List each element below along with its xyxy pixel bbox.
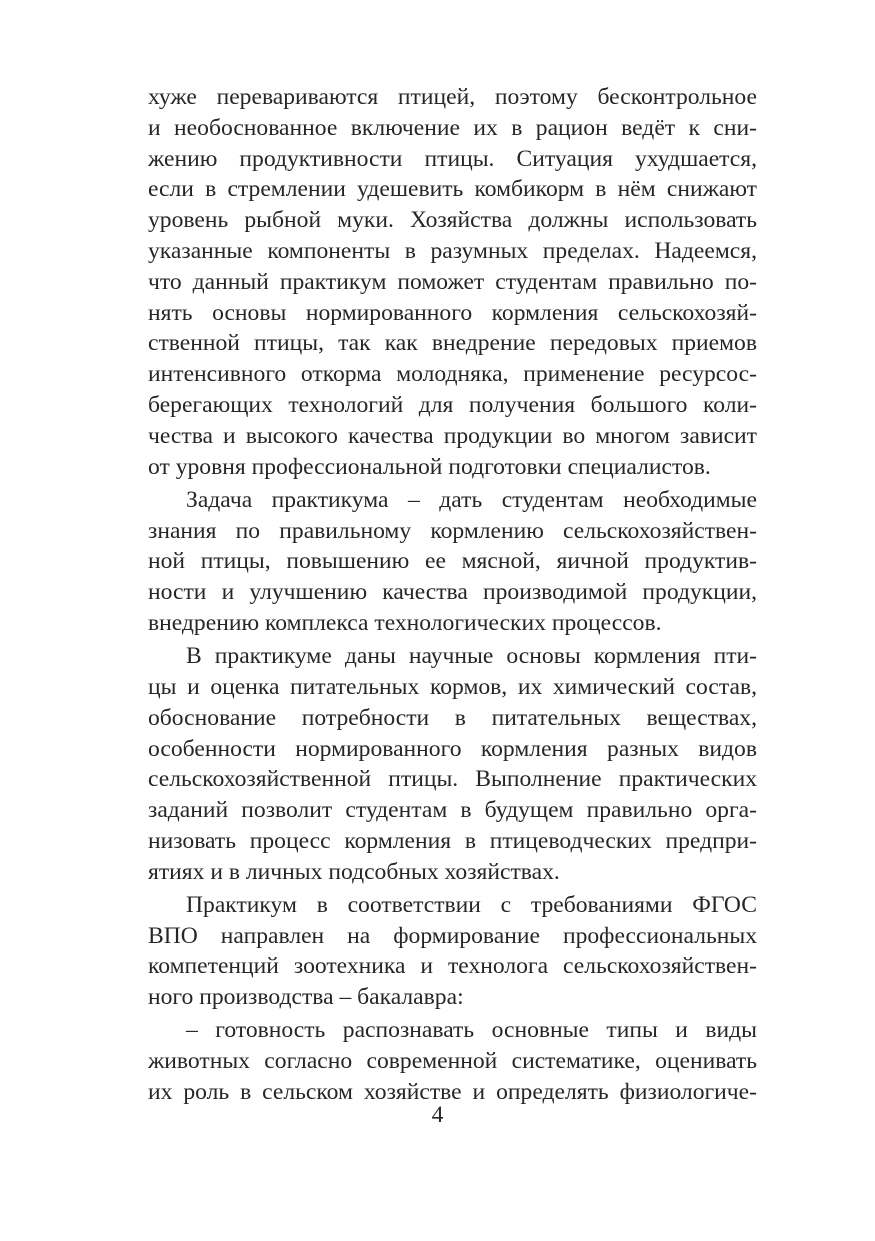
text-line: Задача практикума – дать студентам необходимые <box>186 486 757 513</box>
text-line: указанные компоненты в разумных пределах. Надеемся, <box>148 237 757 264</box>
paragraph-1 <box>148 82 757 482</box>
text-line: уровень рыбной муки. Хозяйства должны использовать <box>148 207 757 234</box>
text-line: низовать процесс кормления в птицеводческих предпри- <box>148 827 757 854</box>
text-line: знания по правильному кормлению сельскохозяйствен- <box>148 517 757 544</box>
list-item-competency <box>148 1015 757 1107</box>
text-line: их роль в сельском хозяйстве и определять физиологиче- <box>148 1079 757 1106</box>
text-line: – готовность распознавать основные типы и виды <box>186 1017 757 1044</box>
page-number: 4 <box>431 1102 444 1128</box>
text-line: животных согласно современной систематике, оценивать <box>148 1048 757 1075</box>
text-line: интенсивного откорма молодняка, применение ресурсос- <box>148 361 757 388</box>
text-line: ности и улучшению качества производимой продукции, <box>148 579 757 606</box>
text-line: внедрению комплекса технологических процессов. <box>148 609 662 636</box>
text-line: хуже перевариваются птицей, поэтому бесконтрольное <box>148 84 757 110</box>
text-line: заданий позволит студентам в будущем правильно орга- <box>148 797 757 824</box>
text-line: компетенций зоотехника и технолога сельскохозяйствен- <box>148 953 757 980</box>
text-line: и необоснованное включение их в рацион ведёт к сни- <box>148 114 757 141</box>
text-line: берегающих технологий для получения большого коли- <box>148 391 757 418</box>
paragraph-2 <box>148 485 757 639</box>
text-line: обоснование потребности в питательных веществах, <box>148 704 757 731</box>
text-line: от уровня профессиональной подготовки специалистов. <box>148 453 711 480</box>
paragraph-3 <box>148 641 757 887</box>
text-line: ВПО направлен на формирование профессиональных <box>148 922 757 949</box>
text-line: если в стремлении удешевить комбикорм в нём снижают <box>148 176 757 203</box>
text-line: цы и оценка питательных кормов, их химический состав, <box>148 673 757 700</box>
text-line: особенности нормированного кормления разных видов <box>148 735 757 762</box>
text-line: ятиях и в личных подсобных хозяйствах. <box>148 858 560 885</box>
text-line: ственной птицы, так как внедрение передовых приемов <box>148 330 757 357</box>
text-line: чества и высокого качества продукции во многом зависит <box>148 422 757 449</box>
text-line: жению продуктивности птицы. Ситуация ухудшается, <box>148 145 757 172</box>
text-line: В практикуме даны научные основы кормления пти- <box>186 643 757 670</box>
text-line: ной птицы, повышению ее мясной, яичной продуктив- <box>148 548 757 575</box>
text-line: сельскохозяйственной птицы. Выполнение практических <box>148 766 757 793</box>
body-text <box>148 82 757 1108</box>
text-line: Практикум в соответствии с требованиями ФГОС <box>186 891 757 918</box>
text-line: что данный практикум поможет студентам правильно по- <box>148 268 757 295</box>
paragraph-4 <box>148 890 757 1013</box>
text-line: нять основы нормированного кормления сельскохозяй- <box>148 299 757 326</box>
text-line: ного производства – бакалавра: <box>148 984 464 1011</box>
